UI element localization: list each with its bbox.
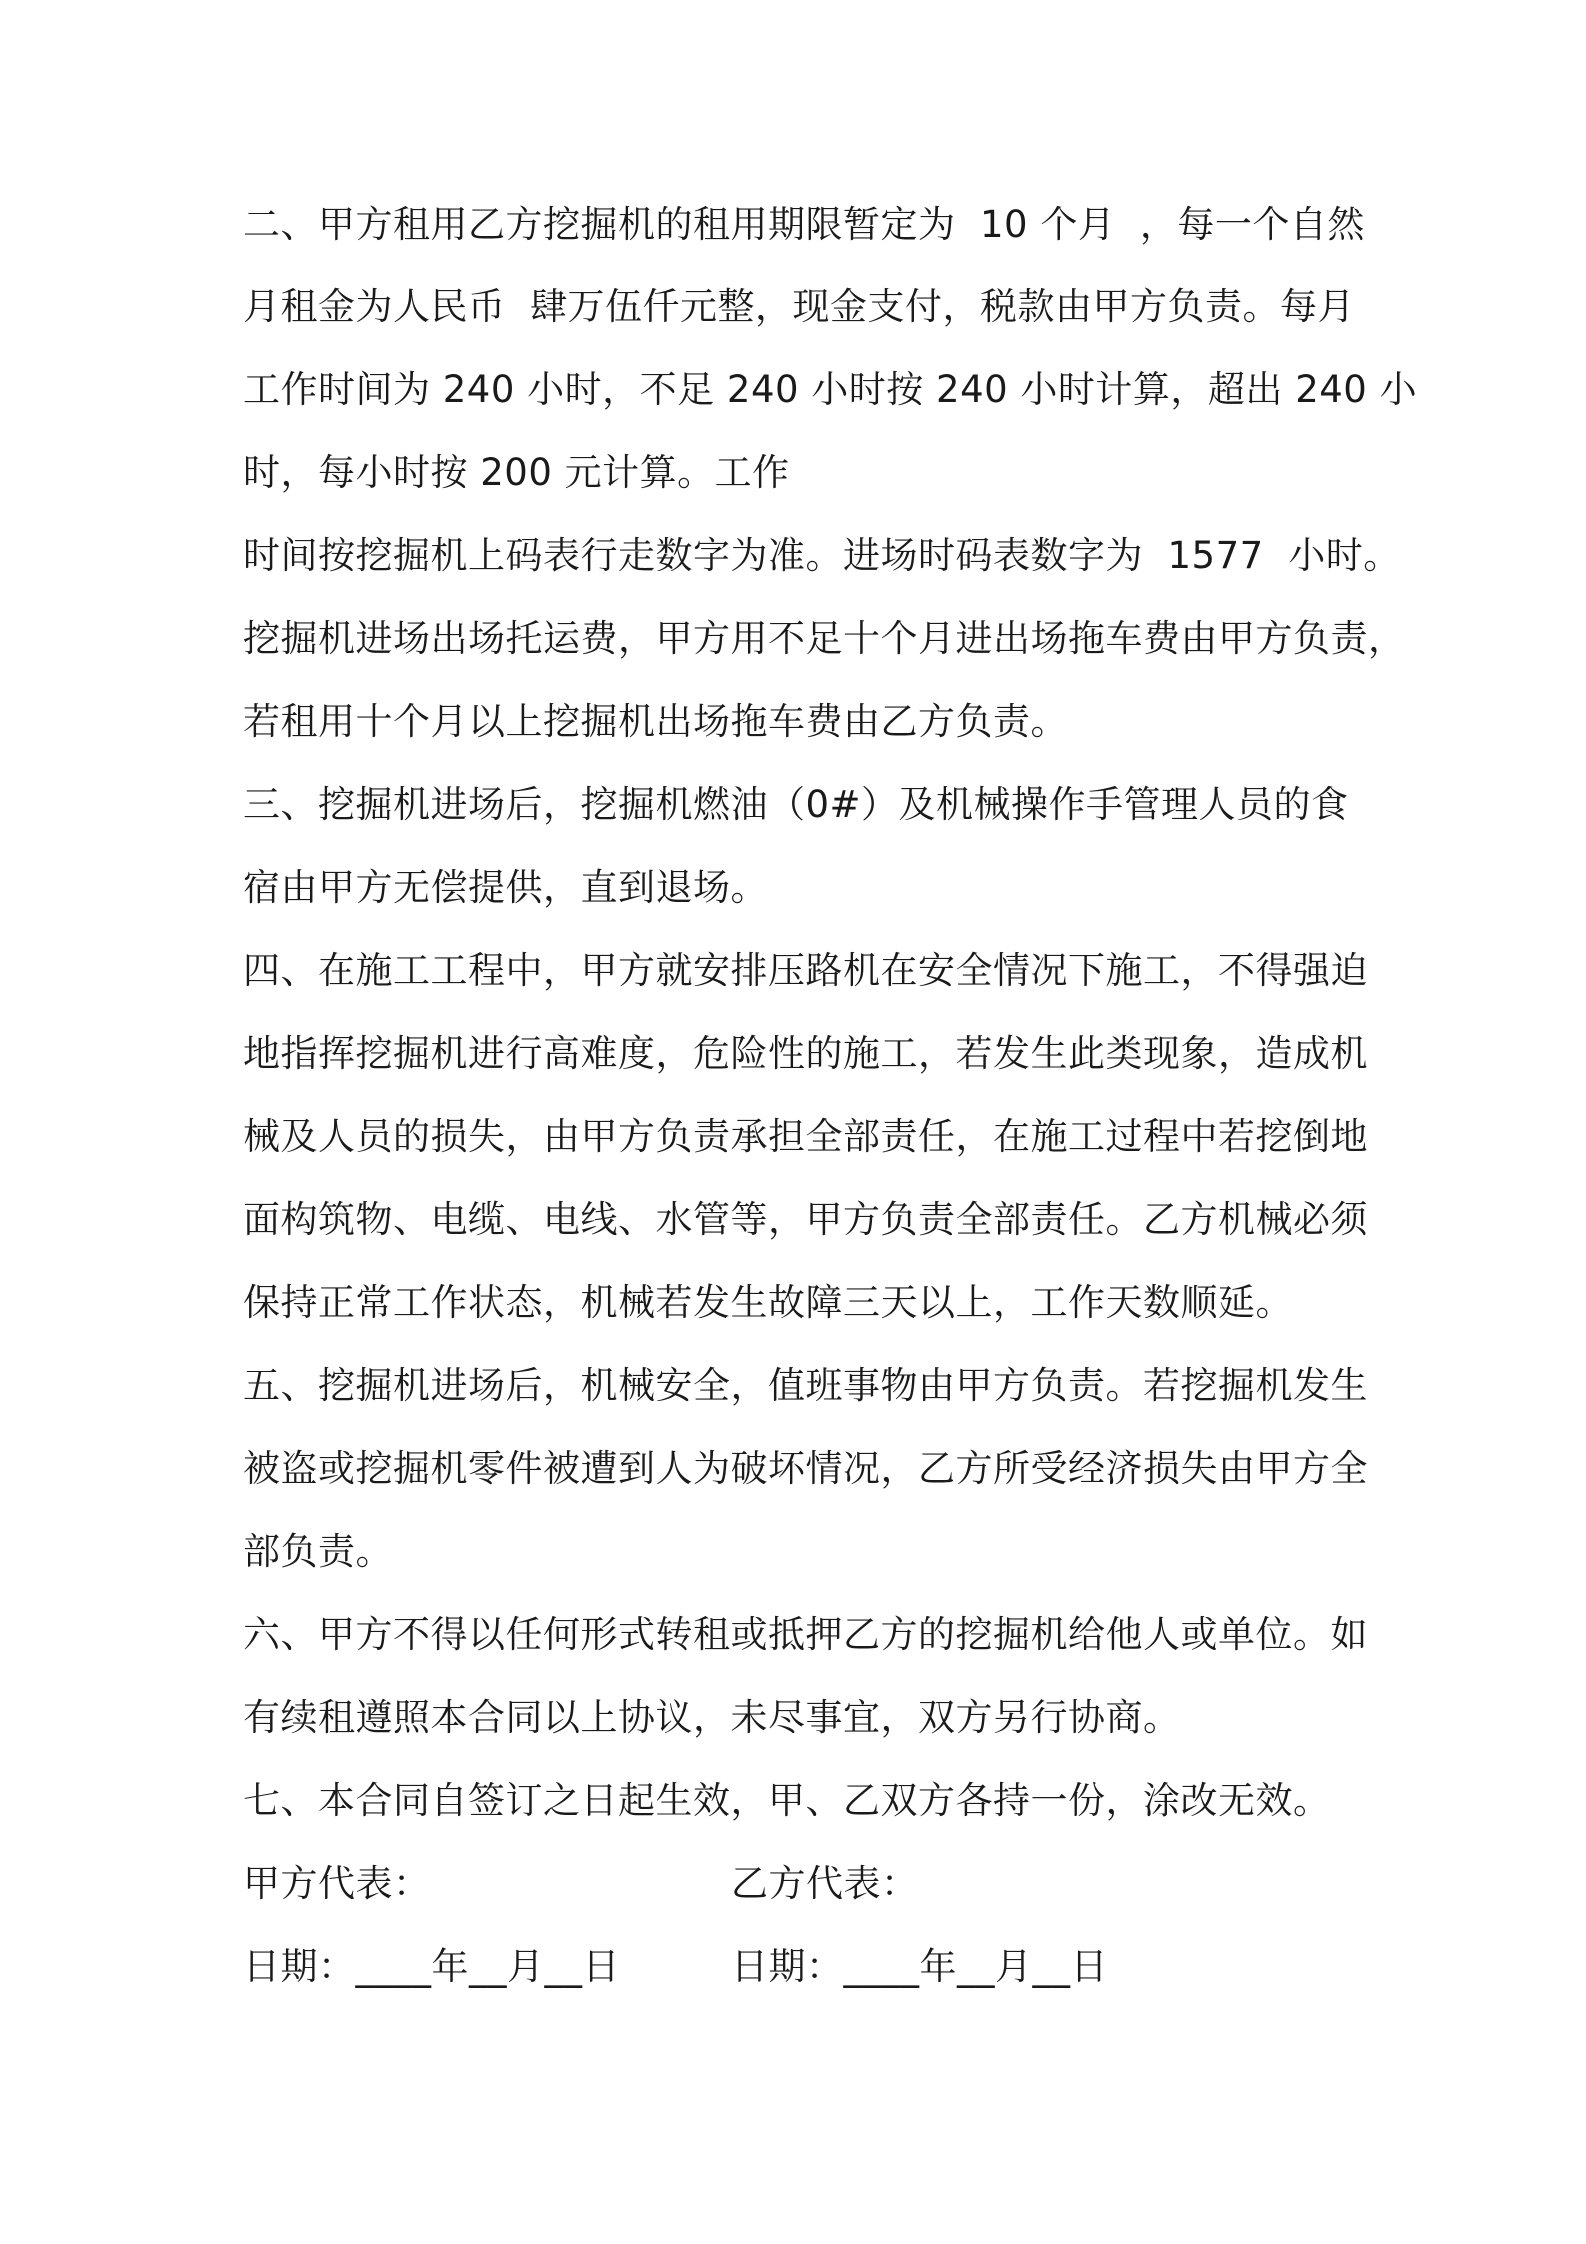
party-b-representative: 乙方代表： — [731, 1862, 919, 1905]
contract-line: 二、甲方租用乙方挖掘机的租用期限暂定为 10 个月 ，每一个自然 — [243, 203, 1365, 246]
party-b-date: 日期：____年__月__日 — [731, 1945, 1108, 1988]
contract-line: 面构筑物、电缆、电线、水管等，甲方负责全部责任。乙方机械必须 — [243, 1198, 1368, 1241]
contract-line: 五、挖掘机进场后，机械安全，值班事物由甲方负责。若挖掘机发生 — [243, 1364, 1368, 1407]
contract-line: 时，每小时按 200 元计算。工作 — [243, 451, 790, 494]
contract-line: 械及人员的损失，由甲方负责承担全部责任，在施工过程中若挖倒地 — [243, 1115, 1368, 1158]
contract-line: 若租用十个月以上挖掘机出场拖车费由乙方负责。 — [243, 700, 1068, 743]
contract-line: 时间按挖掘机上码表行走数字为准。进场时码表数字为 1577 小时。 — [243, 534, 1401, 577]
contract-line: 被盗或挖掘机零件被遭到人为破坏情况，乙方所受经济损失由甲方全 — [243, 1447, 1368, 1490]
contract-line: 部负责。 — [243, 1530, 393, 1573]
contract-line: 四、在施工工程中，甲方就安排压路机在安全情况下施工，不得强迫 — [243, 949, 1368, 992]
contract-line: 七、本合同自签订之日起生效，甲、乙双方各持一份，涂改无效。 — [243, 1779, 1331, 1822]
contract-line: 三、挖掘机进场后，挖掘机燃油（0#）及机械操作手管理人员的食 — [243, 783, 1349, 826]
contract-line: 六、甲方不得以任何形式转租或抵押乙方的挖掘机给他人或单位。如 — [243, 1613, 1368, 1656]
contract-line: 保持正常工作状态，机械若发生故障三天以上，工作天数顺延。 — [243, 1281, 1293, 1324]
contract-line: 地指挥挖掘机进行高难度，危险性的施工，若发生此类现象，造成机 — [243, 1032, 1368, 1075]
contract-line: 挖掘机进场出场托运费，甲方用不足十个月进出场拖车费由甲方负责， — [243, 617, 1406, 660]
party-a-representative: 甲方代表： — [243, 1862, 431, 1905]
party-a-date: 日期：____年__月__日 — [243, 1945, 620, 1988]
contract-line: 宿由甲方无偿提供，直到退场。 — [243, 866, 768, 909]
contract-line: 有续租遵照本合同以上协议，未尽事宜，双方另行协商。 — [243, 1696, 1181, 1739]
contract-line: 月租金为人民币 肆万伍仟元整，现金支付，税款由甲方负责。每月 — [243, 285, 1356, 328]
contract-line: 工作时间为 240 小时，不足 240 小时按 240 小时计算，超出 240 小 — [243, 368, 1418, 411]
